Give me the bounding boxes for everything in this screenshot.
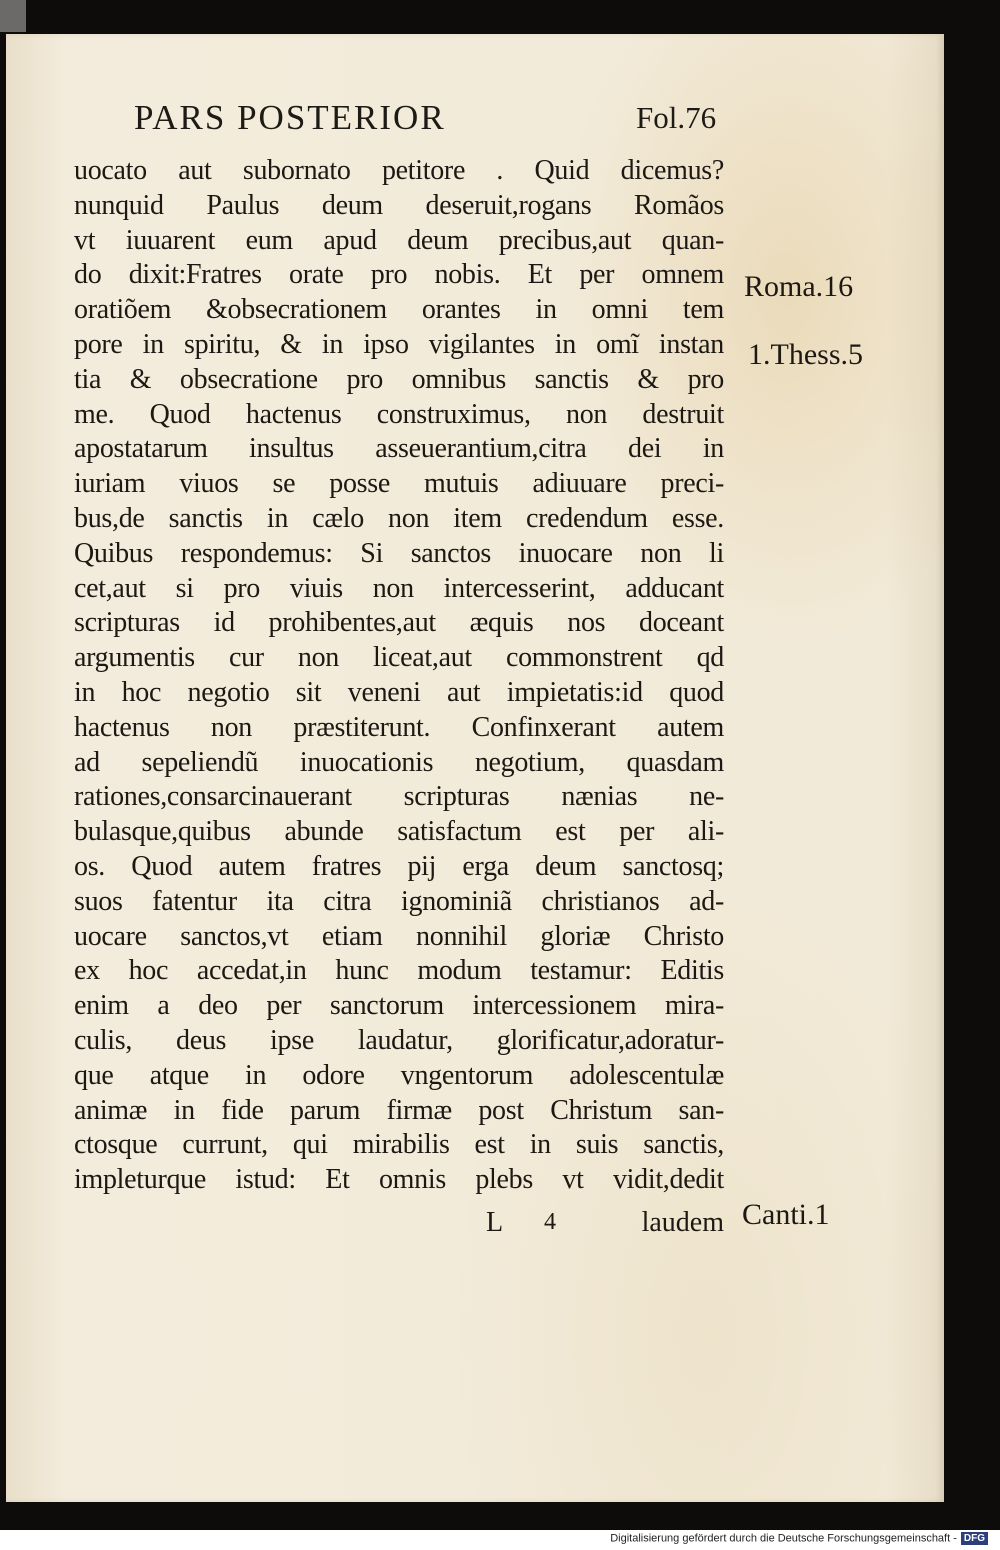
text-line: me. Quod hactenus construximus, non destruit [74, 398, 724, 430]
text-line: argumentis cur non liceat,aut commonstrent qd [74, 642, 724, 674]
text-line: suos fatentur ita citra ignominiã christianos ad- [74, 885, 724, 917]
text-line: vt iuuarent eum apud deum precibus,aut quan- [74, 224, 724, 256]
text-line: ctosque currunt, qui mirabilis est in suis sanctis, [74, 1129, 724, 1161]
text-line: culis, deus ipse laudatur, glorificatur,adoratur- [74, 1024, 724, 1056]
text-line: Quibus respondemus: Si sanctos inuocare non li [74, 537, 724, 569]
text-line: que atque in odore vngentorum adolescentulæ [74, 1059, 724, 1091]
text-line: iuriam viuos se posse mutuis adiuuare preci- [74, 468, 724, 500]
text-line: oratiõem &obsecrationem orantes in omni tem [74, 294, 724, 326]
marginal-note-canti: Canti.1 [742, 1198, 830, 1231]
credit-text: Digitalisierung gefördert durch die Deutsche Forschungsgemeinschaft - [610, 1532, 957, 1545]
text-line: rationes,consarcinauerant scripturas nænias ne- [74, 781, 724, 813]
text-line: animæ in fide parum firmæ post Christum san- [74, 1094, 724, 1126]
folio-number: Fol.76 [636, 100, 717, 135]
text-line: bulasque,quibus abunde satisfactum est per ali- [74, 816, 724, 848]
text-line: impleturque istud: Et omnis plebs vt vidit,dedit [74, 1164, 724, 1196]
signature-mark: L [486, 1207, 504, 1238]
text-line: ex hoc accedat,in hunc modum testamur: Editis [74, 955, 724, 987]
digitization-credit [610, 1532, 988, 1545]
text-line: uocato aut subornato petitore . Quid dicemus? [74, 155, 724, 186]
text-line: enim a deo per sanctorum intercessionem mira- [74, 990, 724, 1022]
dfg-logo: DFG [961, 1532, 988, 1545]
signature-line [74, 1207, 724, 1243]
signature-number: 4 [544, 1209, 556, 1235]
scan-corner-tab [0, 0, 26, 32]
text-line: nunquid Paulus deum deseruit,rogans Romãos [74, 189, 724, 221]
text-line: bus,de sanctis in cælo non item credendum esse. [74, 502, 724, 534]
catchword: laudem [641, 1207, 724, 1238]
text-line: do dixit:Fratres orate pro nobis. Et per omnem [74, 259, 724, 291]
text-line: apostatarum insultus asseuerantium,citra dei in [74, 433, 724, 465]
text-line: uocare sanctos,vt etiam nonnihil gloriæ Christo [74, 920, 724, 952]
text-line: os. Quod autem fratres pij erga deum sanctosq; [74, 850, 724, 882]
text-line: scripturas id prohibentes,aut æquis nos doceant [74, 607, 724, 639]
text-line: hactenus non præstiterunt. Confinxerant autem [74, 711, 724, 743]
body-text [74, 154, 724, 1198]
running-head: PARS POSTERIOR [134, 98, 446, 137]
text-line: ad sepeliendũ inuocationis negotium, quasdam [74, 746, 724, 778]
marginal-note-thess: 1.Thess.5 [748, 338, 863, 371]
text-line: cet,aut si pro viuis non intercesserint, adducant [74, 572, 724, 604]
marginal-note-roma: Roma.16 [744, 270, 854, 303]
text-line: in hoc negotio sit veneni aut impietatis:id quod [74, 676, 724, 708]
text-line: pore in spiritu, & in ipso vigilantes in omĩ instan [74, 328, 724, 360]
text-line: tia & obsecratione pro omnibus sanctis & pro [74, 363, 724, 395]
